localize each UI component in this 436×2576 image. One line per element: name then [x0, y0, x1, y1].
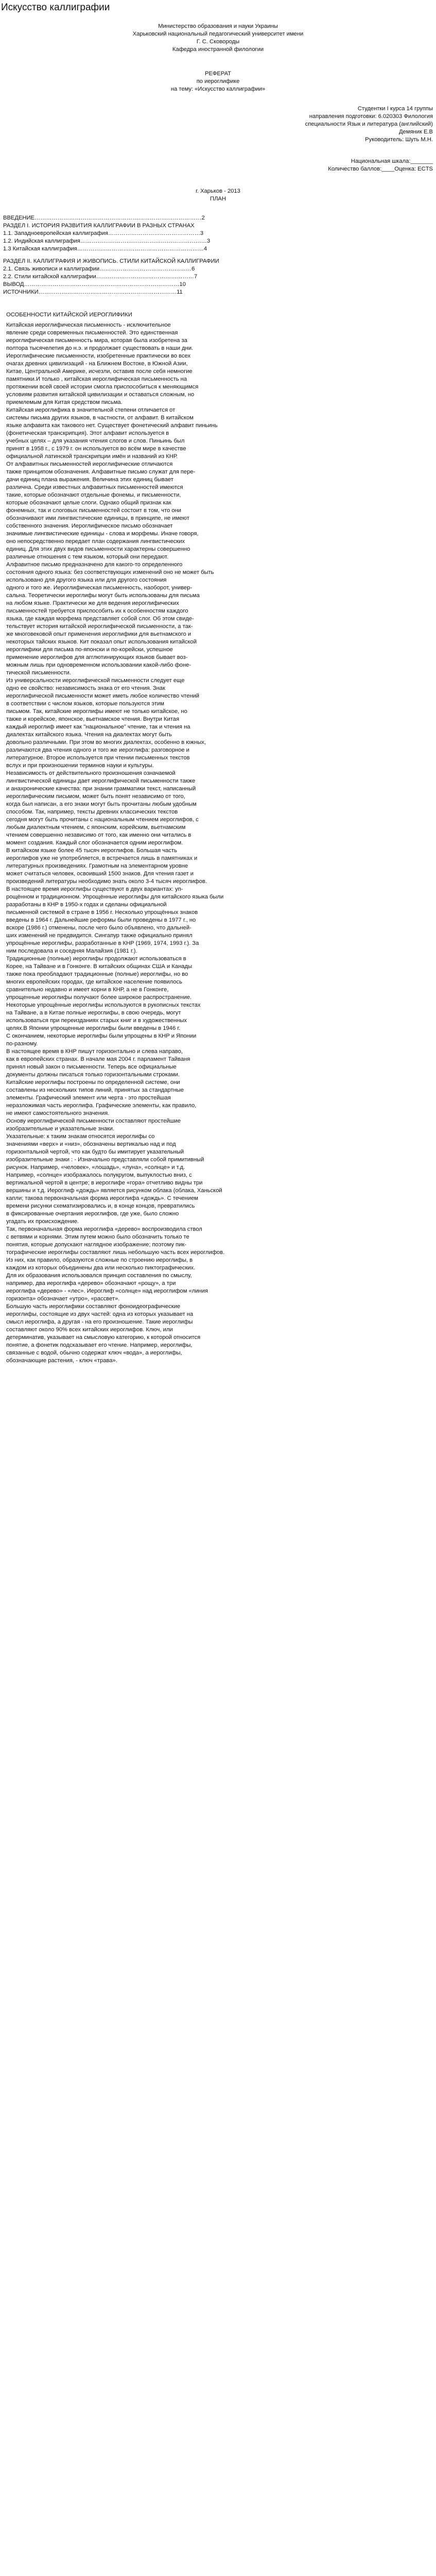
body-line: по-разному.	[6, 1041, 38, 1047]
toc-item-1-2: 1.2. Индийская каллиграфия…………………………………………………………3	[3, 238, 211, 244]
body-line: момент создания. Каждый слог обозначается одним иероглифом.	[6, 840, 183, 846]
toc-conclusion: ВЫВОД………………………………………………………………………10	[3, 281, 186, 287]
body-line: письмом. Так, китайские иероглифы имеют не только китайское, но	[6, 708, 187, 715]
body-line: фонемных, так и слоговых письменностей состоит в том, что они	[6, 507, 181, 514]
toc-section-2: РАЗДЕЛ II. КАЛЛИГРАФИЯ И ЖИВОПИСЬ. СТИЛИ КИТАЙСКОЙ КАЛЛИГРАФИИ	[3, 258, 219, 264]
body-line: неразложимая часть иероглифа. Графические элементы, как правило,	[6, 1103, 197, 1109]
body-line: приемлемым для Китая средством письма.	[6, 399, 123, 405]
body-line: Из них, как правило, образуются сложные по строению иероглифы, в	[6, 1257, 193, 1263]
body-line: ших изменений не предвидится. Сингапур также официально принял	[6, 933, 193, 939]
body-line: обозначивают ими лингвистические единицы, в принципе, не имеют	[6, 515, 189, 521]
body-line: документы должны писаться только горизонтальными строками.	[6, 1072, 180, 1078]
body-line: различные отношения с тем языком, который они передают.	[6, 554, 168, 560]
body-line: довольно различными. При этом во многих диалектах, особенно в южных,	[6, 739, 206, 745]
body-line: принял новый закон о письменности. Теперь все официальные	[6, 1064, 177, 1070]
body-line: оно непосредственно передает план содержания лингвистических	[6, 538, 185, 545]
body-line: как в европейских странах. В начале мая 2004 г. парламент Тайваня	[6, 1056, 190, 1062]
body-line: на Тайване, а в Китае полные иероглифы, в свою очередь, могут	[6, 1010, 181, 1016]
body-line: Независимость от действительного произношения означаемой	[6, 770, 176, 776]
body-line: сегодня могут быть прочитаны с национальным чтением иероглифов, с	[6, 817, 199, 823]
ministry-line: Министерство образования и науки Украины	[158, 23, 278, 29]
body-line: сальна. Теоретически иероглифы могут быть использованы для письма	[6, 592, 200, 599]
body-line: сравнительно недавно и имеет корни в КНР, а не в Гонконге,	[6, 987, 169, 993]
body-line: вершины и т.д. Иероглиф «дождь» является рисунком облака (облака, Ханьской	[6, 1188, 222, 1194]
body-line: некоторых тайских языков. Кит показал опыт использования китайской	[6, 639, 197, 645]
body-line: иероглифической письменности может иметь любое количество чтений	[6, 693, 200, 699]
body-line: одно ее свойство: независимость знака от его чтения. Знак	[6, 685, 165, 691]
body-line: например, два иероглифа «дерево» обозначают «рощу», а три	[6, 1280, 176, 1286]
body-line: времени рисунки схематизировались и, в конце концов, превратились	[6, 1203, 195, 1209]
body-line: тической письменности.	[6, 670, 71, 676]
student-line: Студентки I курса 14 группы	[357, 106, 433, 112]
body-line: полтора тысячелетия до н.э. и продолжает существовать в наши дни.	[6, 345, 194, 351]
body-line: дачи единиц плана выражения. Величина этих единиц бывает	[6, 477, 173, 483]
body-line: Китае, Центральной Америке, исчезли, оставив после себя немногие	[6, 368, 193, 375]
body-line: и анахронические качества: при знании грамматики текст, написанный	[6, 786, 196, 792]
body-line: тельствует история китайской иероглифической письменности, а так-	[6, 623, 193, 630]
body-line: значениями «верх» и «низ», обозначены вертикалью над и под	[6, 1141, 176, 1147]
body-line: понятия, которые допускают наглядное изображение; поэтому пик-	[6, 1242, 186, 1248]
body-line: угадать их происхождение.	[6, 1218, 79, 1225]
body-line: системы письма других языков, в частности, от алфавит. В китайском	[6, 415, 194, 421]
body-line: детерминатив, указывает на смысловую категорию, к которой относится	[6, 1334, 201, 1341]
body-line: тографические иероглифы составляют лишь небольшую часть всех иероглифов.	[6, 1249, 225, 1256]
body-line: также пока преобладают традиционные (полные) иероглифы, но во	[6, 971, 188, 977]
namesake-line: Г. С. Сковороды	[196, 39, 240, 45]
body-line: принят в 1958 г., с 1979 г. он используется во всём мире в качестве	[6, 446, 186, 452]
body-line: Традиционные (полные) иероглифы продолжают использоваться в	[6, 956, 186, 962]
body-line: Корее, на Тайване и в Гонконге. В китайских общинах США и Канады	[6, 963, 193, 970]
body-line: понятие, а фонетик подсказывает его чтение. Например, иероглифы,	[6, 1342, 193, 1348]
body-line: диалектах китайского языка. Чтения на диалектах могут быть	[6, 732, 172, 738]
body-line: иероглифы, состоящие из двух частей: одна из которых указывает на	[6, 1311, 194, 1317]
body-line: Китайская иероглифика в значительной степени отличается от	[6, 407, 176, 413]
national-scale-line: Национальная шкала:_______	[351, 158, 433, 164]
body-line: единиц. Для этих двух видов письменности характерны совершенно	[6, 546, 190, 552]
body-line: рощённом и традиционном. Упрощённые иероглифы для китайского языка были	[6, 894, 224, 900]
supervisor-line: Руководитель: Шуть М.Н.	[365, 137, 433, 143]
body-line: Основу иероглифической письменности составляют простейшие	[6, 1118, 181, 1124]
body-line: составляют около 90% всех китайских иероглифов. Ключ, или	[6, 1327, 173, 1333]
city-year-line: г. Харьков - 2013	[196, 188, 240, 194]
body-line: составлены из нескольких типов линий, принятых за стандартные	[6, 1087, 184, 1093]
body-line: горизонта» обозначает «утро», «рассвет».	[6, 1296, 120, 1302]
toc-section-1: РАЗДЕЛ I. ИСТОРИЯ РАЗВИТИЯ КАЛЛИГРАФИИ В РАЗНЫХ СТРАНАХ	[3, 223, 195, 229]
body-line: произведений литературы необходимо знать около 3-4 тысяч иероглифов.	[6, 878, 207, 885]
body-line: иероглифическая письменность мира, которая была изобретена за	[6, 337, 187, 344]
body-line: Так, первоначальная форма иероглифа «дерево» воспроизводила ствол	[6, 1226, 202, 1232]
body-line: целях.В Японии упрощенные иероглифы были введены в 1946 г.	[6, 1025, 181, 1031]
body-line: Китайская иероглифическая письменность - исключительное	[6, 322, 171, 328]
toc-sources: ИСТОЧНИКИ………………………………………………………………11	[3, 289, 183, 295]
body-line: Иероглифические письменности, изобретенные практически во всех	[6, 353, 191, 359]
body-line: учебных целях – для указания чтения слогов и слов. Пиньинь был	[6, 438, 185, 444]
body-line: использоваться при переизданиях старых книг и в художественных	[6, 1018, 187, 1024]
body-line: Для их образования использовался принцип составления по смыслу,	[6, 1273, 192, 1279]
body-line: каждом из которых объединены два или несколько пиктографических.	[6, 1265, 196, 1271]
body-line: языке алфавита как такового нет. Существует фонетический алфавит пиньинь	[6, 422, 218, 429]
body-line: можным лишь при одновременном использовании какой-либо фоне-	[6, 662, 191, 668]
body-line: вскоре (1986 г.) отменены, после чего было объявлено, что дальней-	[6, 925, 191, 931]
specialty-line: специальности Язык и литература (английский)	[305, 121, 433, 127]
student-name: Демяник Е.В	[398, 129, 433, 135]
body-line: когда был написан, а его знаки могут быть прочитаны любым удобным	[6, 801, 197, 807]
body-line: которые обозначают целые слоги. Однако общий признак как	[6, 500, 171, 506]
body-line: вертикальной чертой в центре; в иероглифе «гора» отчетливо видны три	[6, 1180, 203, 1186]
toc-introduction: ВВЕДЕНИЕ……………………………………………………………………………2	[3, 215, 205, 221]
body-line: элементы. Графический элемент или черта - это простейшая	[6, 1095, 171, 1101]
body-line: же многовековой опыт применения иероглифики для вьетнамского и	[6, 631, 191, 637]
body-line: горизонтальной чертой, что как будто бы имитирует указательный	[6, 1149, 184, 1155]
body-line: ним последовала и соседняя Малайзия (1981 г.).	[6, 948, 137, 954]
body-line: условиям развития китайской цивилизации и оставаться сложным, но	[6, 392, 195, 398]
section-heading: ОСОБЕННОСТИ КИТАЙСКОЙ ИЕРОГЛИФИКИ	[6, 312, 132, 318]
body-line: использовано для другого языка или для другого состояния	[6, 577, 167, 583]
body-line: Например, «солнце» изображалось полукругом, выпуклостью вниз, с	[6, 1172, 192, 1178]
body-line: различаются два чтения одного и того же иероглифа: разговорное и	[6, 747, 189, 753]
body-line: упрощенные иероглифы получают более широкое распространение.	[6, 994, 192, 1001]
body-line: иероглифа «дерево» - «лес». Иероглиф «солнце» над иероглифом «линия	[6, 1288, 208, 1294]
body-line: Из универсальности иероглифической письменности следует еще	[6, 677, 185, 684]
body-line: литературное. Второе используется при чтении письменных текстов	[6, 755, 190, 761]
toc-item-2-1: 2.1. Связь живописи и каллиграфии…………………………………………6	[3, 266, 195, 272]
body-line: Некоторые упрощённые иероглифы используются в рукописных текстах	[6, 1002, 201, 1008]
plan-heading: ПЛАН	[210, 196, 226, 202]
body-line: языка, где каждая морфема представляет собой слог. Об этом свиде-	[6, 616, 194, 622]
body-line: многих европейских городах, где китайское население появилось	[6, 979, 182, 985]
document-title: Искусство каллиграфии	[1, 2, 110, 13]
body-line: различна. Среди известных алфавитных письменностей имеются	[6, 484, 183, 490]
body-line: упрощённые иероглифы, разработанные в КНР (1969, 1974, 1993 г.). За	[6, 940, 199, 946]
body-line: Указательные: к таким знакам относятся иероглифы со	[6, 1133, 155, 1140]
body-line: не имеют самостоятельного значения.	[6, 1110, 110, 1116]
body-line: любым диалектным чтением, с японским, корейским, вьетнамским	[6, 824, 186, 831]
body-line: С окончанием, некоторые иероглифы были упрощены в КНР и Японии	[6, 1033, 197, 1039]
body-line: Большую часть иероглифики составляют фоноидеографические	[6, 1303, 181, 1310]
body-line: литературных произведениях. Грамотным на элементарном уровне	[6, 863, 188, 869]
body-line: в соответствии с числом языков, которые пользуются этим	[6, 701, 164, 707]
university-line: Харьковский национальный педагогический университет имени	[132, 31, 304, 37]
body-line: рисунок. Например, «человек», «лошадь», «луна», «солнце» и т.д.	[6, 1164, 185, 1171]
body-line: протяжении всей своей истории смогла приспособиться к меняющимся	[6, 384, 199, 390]
body-line: В настоящее время в КНР пишут горизонтально и слева направо,	[6, 1048, 183, 1055]
body-line: также и корейское, японское, вьетнамское чтения. Внутри Китая	[6, 716, 180, 722]
body-line: В настоящее время иероглифы существуют в двух вариантах: уп-	[6, 886, 183, 892]
body-line: на любом языке. Практически же для ведения иероглифических	[6, 600, 179, 606]
body-line: изобразительные знаки : - Изначально представляли собой примитивный	[6, 1157, 204, 1163]
body-line: собственного значения. Иероглифическое письмо обозначает	[6, 523, 173, 529]
body-line: вслух и при произношении терминов науки и культуры.	[6, 762, 154, 769]
body-line: такие, которые обозначают отдельные фонемы, и письменности,	[6, 492, 181, 498]
department-line: Кафедра иностранной филологии	[172, 46, 264, 53]
body-line: обозначающие растения, - ключ «трава».	[6, 1358, 117, 1364]
body-line: капли; такова первоначальная форма иероглифа «дождь». С течением	[6, 1195, 198, 1201]
body-line: применение иероглифов для агглютинирующих языков бывает воз-	[6, 654, 188, 660]
toc-item-1-1: 1.1. Западноевропейская каллиграфия…………………………………………3	[3, 230, 204, 236]
toc-item-1-3: 1.3 Китайская каллиграфия…………………………………………………………4	[3, 246, 207, 252]
body-line: в фиксированные очертания иероглифов, где уже, было сложно	[6, 1211, 179, 1217]
body-line: иероглифики для письма по-японски и по-корейски, успешное	[6, 647, 173, 653]
direction-line: направления подготовки: 6.020303 Филология	[309, 113, 433, 120]
body-line: разработаны в КНР в 1950-х годах и сделаны официальной	[6, 902, 167, 908]
body-line: иероглифов уже не употребляется, в встречается лишь в памятниках и	[6, 855, 198, 861]
body-line: Китайские иероглифы построены по определенной системе, они	[6, 1079, 180, 1086]
body-line: В китайском языке более 45 тысяч иероглифов. Большая часть	[6, 848, 177, 854]
body-line: способом. Так, например, тексты древних классических текстов	[6, 809, 178, 815]
body-line: От алфавитных письменностей иероглифические отличаются	[6, 461, 173, 467]
body-line: очагах древних цивилизаций - на Ближнем Востоке, в Южной Азии,	[6, 361, 188, 367]
body-line: состояния одного языка: без соответствующих изменений оно не может быть	[6, 569, 214, 575]
body-line: памятники.И только , китайская иероглифическая письменность на	[6, 376, 187, 382]
body-line: официальной латинской транскрипции имён и названий из КНР.	[6, 453, 178, 460]
points-line: Количество баллов:____Оценка: ECTS	[328, 166, 433, 172]
body-line: Алфавитное письмо предназначено для какого-то определенного	[6, 562, 183, 568]
body-line: одного и того же. Иероглифическая письменность, наоборот, универ-	[6, 585, 193, 591]
body-line: (фонетическая транскрипция). Этот алфавит используется в	[6, 430, 169, 436]
body-line: может считаться человек, освоивший 1500 знаков. Для чтения газет и	[6, 871, 194, 877]
body-line: чтением совершенно независимо от того, как именно они читались в	[6, 832, 191, 838]
body-line: лингвистической единицы дает иероглифической письменности также	[6, 778, 196, 784]
body-line: связанные с водой, обычно содержат ключ «вода», а иероглифы,	[6, 1350, 182, 1356]
body-line: введены в 1964 г. Дальнейшие реформы были проведены в 1977 г., но	[6, 917, 196, 923]
body-line: письменной системой в стране в 1956 г. Несколько упрощённых знаков	[6, 909, 198, 916]
toc-item-2-2: 2.2. Стили китайской каллиграфии……………………………………………7	[3, 274, 198, 280]
body-line: каждый иероглиф имеет как "национальное" чтение, так и чтения на	[6, 724, 190, 730]
body-line: изобразительные и указательные знаки.	[6, 1126, 115, 1132]
body-line: смысл иероглифа, а другая - на его произношение. Такие иероглифы	[6, 1319, 193, 1325]
topic-line: на тему: «Искусство каллиграфии»	[170, 86, 266, 92]
body-line: иероглифическим письмом, может быть понят независимо от того,	[6, 793, 185, 800]
work-type: РЕФЕРАТ	[204, 71, 232, 77]
body-line: значимые лингвистические единицы - слова и морфемы. Иначе говоря,	[6, 531, 199, 537]
body-line: явление среди современных письменностей. Это единственная	[6, 330, 178, 336]
body-line: с ветвями и корнями. Этим путем можно было обозначить только те	[6, 1234, 189, 1240]
body-line: также принципом обозначения. Алфавитные письмо служат для пере-	[6, 469, 196, 475]
subject-line: по иероглифике	[196, 78, 240, 84]
body-line: письменностей требуется приспособить их к особенностям каждого	[6, 608, 188, 614]
